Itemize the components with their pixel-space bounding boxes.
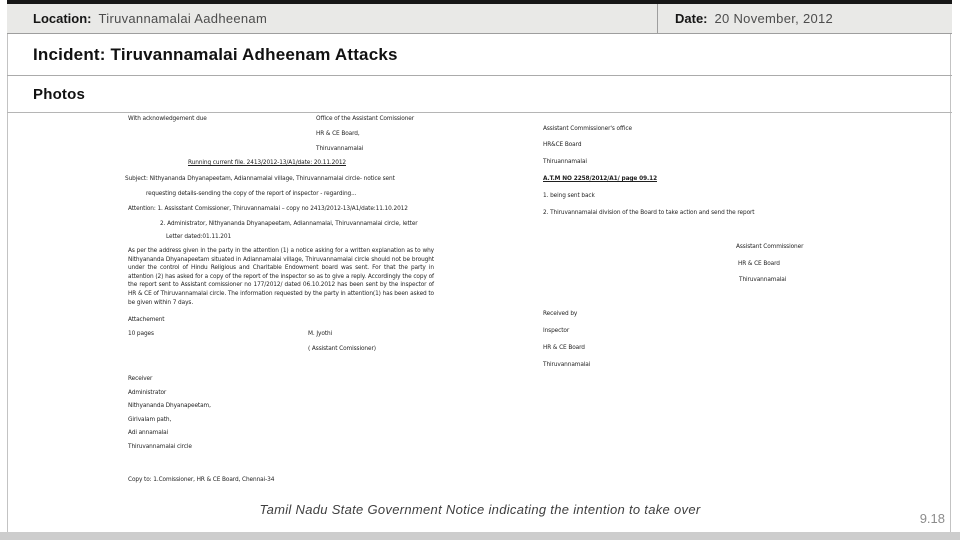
doc-line: Nithyananda Dhyanapeetam, — [128, 403, 211, 409]
doc-body-paragraph: As per the address given in the party in the attention (1) a notice asking for a written explanation as to why Nithyananda Dhyanapeetam situated in Adiannamalai village, Thiruvannamalai circle should not be brought under the control of Hindu Religious and Charitable Endowment board was sent. For that the party in attention (2) has asked for a copy of the report of the inspector so as to give a reply. Accordingly the copy of the report sent to Assistant comissioner no 177/2012/ dated 06.10.2012 has been sent by the inspector of HR & CE of Thiruvannamalai circle. The information requested by the party in attention(1) has been asked to be given within 7 days. — [128, 248, 434, 306]
date-label: Date: — [675, 11, 708, 26]
doc-line: 1. being sent back — [543, 193, 595, 199]
doc-atm-reference: A.T.M NO 2258/2012/A1/ page 09.12 — [543, 176, 658, 182]
location-value: Tiruvannamalai Aadheenam — [98, 11, 268, 26]
section-title: Photos — [33, 86, 86, 103]
doc-line: HR & CE Board, — [316, 131, 360, 137]
doc-line: Thiruannamalai — [543, 159, 587, 165]
doc-line: Thiruvannamalai circle — [128, 444, 192, 450]
doc-line: Assistant Commissioner — [736, 244, 804, 250]
location-label: Location: — [33, 11, 92, 26]
doc-signatory: M. Jyothi — [308, 331, 333, 337]
doc-signatory-title: ( Assistant Comissioner) — [308, 346, 376, 352]
doc-line: Attention: 1. Assisstant Comissioner, Thiruvannamalai – copy no 2413/2012-13/A1/date:11.10.2012 — [128, 206, 408, 212]
doc-line: Thiruvannamalai — [316, 146, 364, 152]
doc-line: HR & CE Board — [543, 345, 585, 351]
bottom-strip — [0, 532, 960, 540]
photo-caption: Tamil Nadu State Government Notice indicating the intention to take over — [259, 502, 701, 517]
doc-line: requesting details-sending the copy of the report of inspector - regarding... — [146, 191, 357, 197]
doc-file-reference: Running current file. 2413/2012-13/A1/date: 20.11.2012 — [188, 160, 347, 166]
doc-line: Thiruvannamalai — [543, 362, 591, 368]
doc-line: Subject: Nithyananda Dhyanapeetam, Adiannamalai village, Thiruvannamalai circle- notice sent — [125, 176, 395, 182]
doc-line: Letter dated:01.11.201 — [166, 234, 232, 240]
doc-line: 2. Administrator, Nithyananda Dhyanapeetam, Adiannamalai, Thiruvannamalai circle, letter — [160, 221, 418, 227]
doc-line: Received by — [543, 311, 578, 317]
page-number: 9.18 — [919, 511, 945, 526]
doc-line: Receiver — [128, 376, 153, 382]
doc-line: 10 pages — [128, 331, 154, 337]
doc-line: Administrator — [128, 390, 167, 396]
doc-line: Inspector — [543, 328, 570, 334]
doc-line: Copy to: 1.Comissioner, HR & CE Board, Chennai-34 — [128, 477, 275, 483]
doc-line: Girivalam path, — [128, 417, 172, 423]
date-value: 20 November, 2012 — [714, 11, 834, 26]
doc-line: 2. Thiruvannamalai division of the Board to take action and send the report — [543, 210, 755, 216]
doc-line: Adi annamalai — [128, 430, 169, 436]
doc-line: Assistant Commissioner's office — [543, 126, 632, 132]
doc-line: HR & CE Board — [738, 261, 780, 267]
doc-line: Office of the Assistant Comissioner — [316, 116, 415, 122]
doc-line: Thiruvannamalai — [739, 277, 787, 283]
doc-line: HR&CE Board — [543, 142, 582, 148]
doc-line: With acknowledgement due — [128, 116, 207, 122]
doc-line: Attachement — [128, 317, 165, 323]
incident-title: Incident: Tiruvannamalai Adheenam Attacks — [33, 44, 398, 64]
